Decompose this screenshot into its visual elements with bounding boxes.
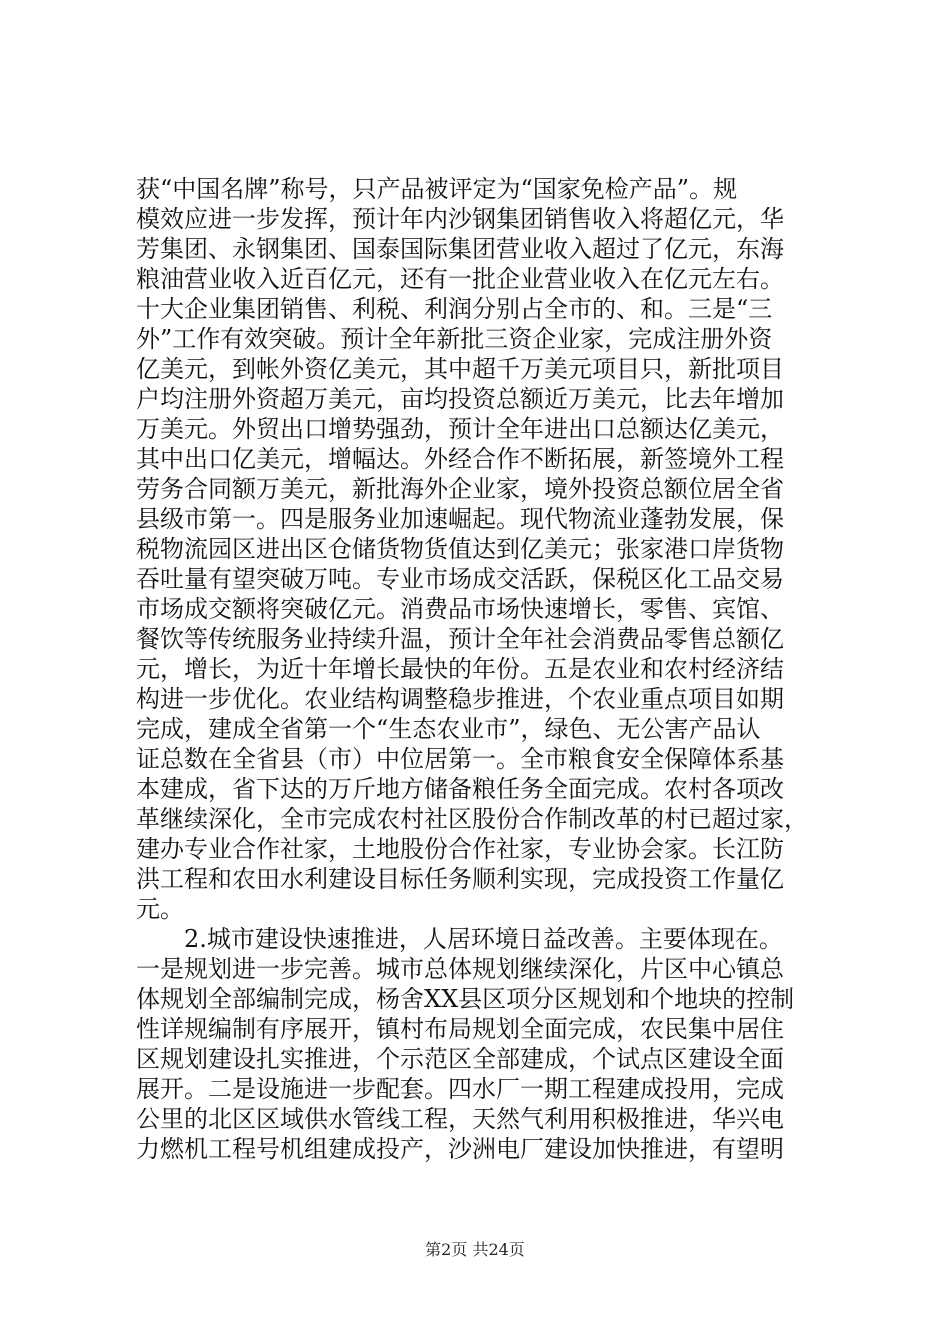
text-line: 户均注册外资超万美元，亩均投资总额近万美元，比去年增加 bbox=[136, 385, 784, 413]
text-line: 市场成交额将突破亿元。消费品市场快速增长，零售、宾馆、 bbox=[136, 595, 784, 623]
text-line: 性详规编制有序展开，镇村布局规划全面完成，农民集中居住 bbox=[136, 1015, 784, 1043]
text-line: 其中出口亿美元，增幅达。外经合作不断拓展，新签境外工程 bbox=[136, 445, 784, 473]
page-number-footer: 第2页 共24页 bbox=[425, 1240, 525, 1259]
text-line: 本建成，省下达的万斤地方储备粮任务全面完成。农村各项改 bbox=[136, 775, 784, 803]
text-line: 外”工作有效突破。预计全年新批三资企业家，完成注册外资 bbox=[136, 325, 773, 353]
text-line: 证总数在全省县（市）中位居第一。全市粮食安全保障体系基 bbox=[136, 745, 784, 773]
text-line: 模效应进一步发挥，预计年内沙钢集团销售收入将超亿元，华 bbox=[136, 205, 784, 233]
text-line: 力燃机工程号机组建成投产，沙洲电厂建设加快推进，有望明 bbox=[136, 1135, 784, 1163]
text-line: 芳集团、永钢集团、国泰国际集团营业收入超过了亿元，东海 bbox=[136, 235, 784, 263]
text-line: 亿美元，到帐外资亿美元，其中超千万美元项目只，新批项目 bbox=[136, 355, 784, 383]
text-line: 劳务合同额万美元，新批海外企业家，境外投资总额位居全省 bbox=[136, 475, 784, 503]
text-line: 粮油营业收入近百亿元，还有一批企业营业收入在亿元左右。 bbox=[136, 265, 784, 293]
text-line: 一是规划进一步完善。城市总体规划继续深化，片区中心镇总 bbox=[136, 955, 784, 983]
text-line: 税物流园区进出区仓储货物货值达到亿美元；张家港口岸货物 bbox=[136, 535, 784, 563]
section-heading-line: 2.城市建设快速推进，人居环境日益改善。主要体现在。 bbox=[184, 925, 783, 953]
text-line: 区规划建设扎实推进，个示范区全部建成，个试点区建设全面 bbox=[136, 1045, 784, 1073]
text-line: 吞吐量有望突破万吨。专业市场成交活跃，保税区化工品交易 bbox=[136, 565, 784, 593]
text-line: 展开。二是设施进一步配套。四水厂一期工程建成投用，完成 bbox=[136, 1075, 784, 1103]
text-line: 县级市第一。四是服务业加速崛起。现代物流业蓬勃发展，保 bbox=[136, 505, 784, 533]
text-line: 体规划全部编制完成，杨舍XX县区项分区规划和个地块的控制 bbox=[136, 985, 795, 1013]
text-line: 十大企业集团销售、利税、利润分别占全市的、和。三是“三 bbox=[136, 295, 773, 323]
text-line: 革继续深化，全市完成农村社区股份合作制改革的村已超过家， bbox=[136, 805, 808, 833]
text-line: 完成，建成全省第一个“生态农业市”，绿色、无公害产品认 bbox=[136, 715, 761, 743]
text-line: 元，增长，为近十年增长最快的年份。五是农业和农村经济结 bbox=[136, 655, 784, 683]
text-line: 构进一步优化。农业结构调整稳步推进，个农业重点项目如期 bbox=[136, 685, 784, 713]
body-text bbox=[136, 174, 836, 1164]
text-line: 公里的北区区域供水管线工程，天然气利用积极推进，华兴电 bbox=[136, 1105, 784, 1133]
text-line: 餐饮等传统服务业持续升温，预计全年社会消费品零售总额亿 bbox=[136, 625, 784, 653]
text-line: 元。 bbox=[136, 895, 184, 923]
text-line: 洪工程和农田水利建设目标任务顺利实现，完成投资工作量亿 bbox=[136, 865, 784, 893]
text-line: 万美元。外贸出口增势强劲，预计全年进出口总额达亿美元， bbox=[136, 415, 784, 443]
text-line: 建办专业合作社家，土地股份合作社家，专业协会家。长江防 bbox=[136, 835, 784, 863]
text-line: 获“中国名牌”称号，只产品被评定为“国家免检产品”。规 bbox=[136, 175, 738, 203]
